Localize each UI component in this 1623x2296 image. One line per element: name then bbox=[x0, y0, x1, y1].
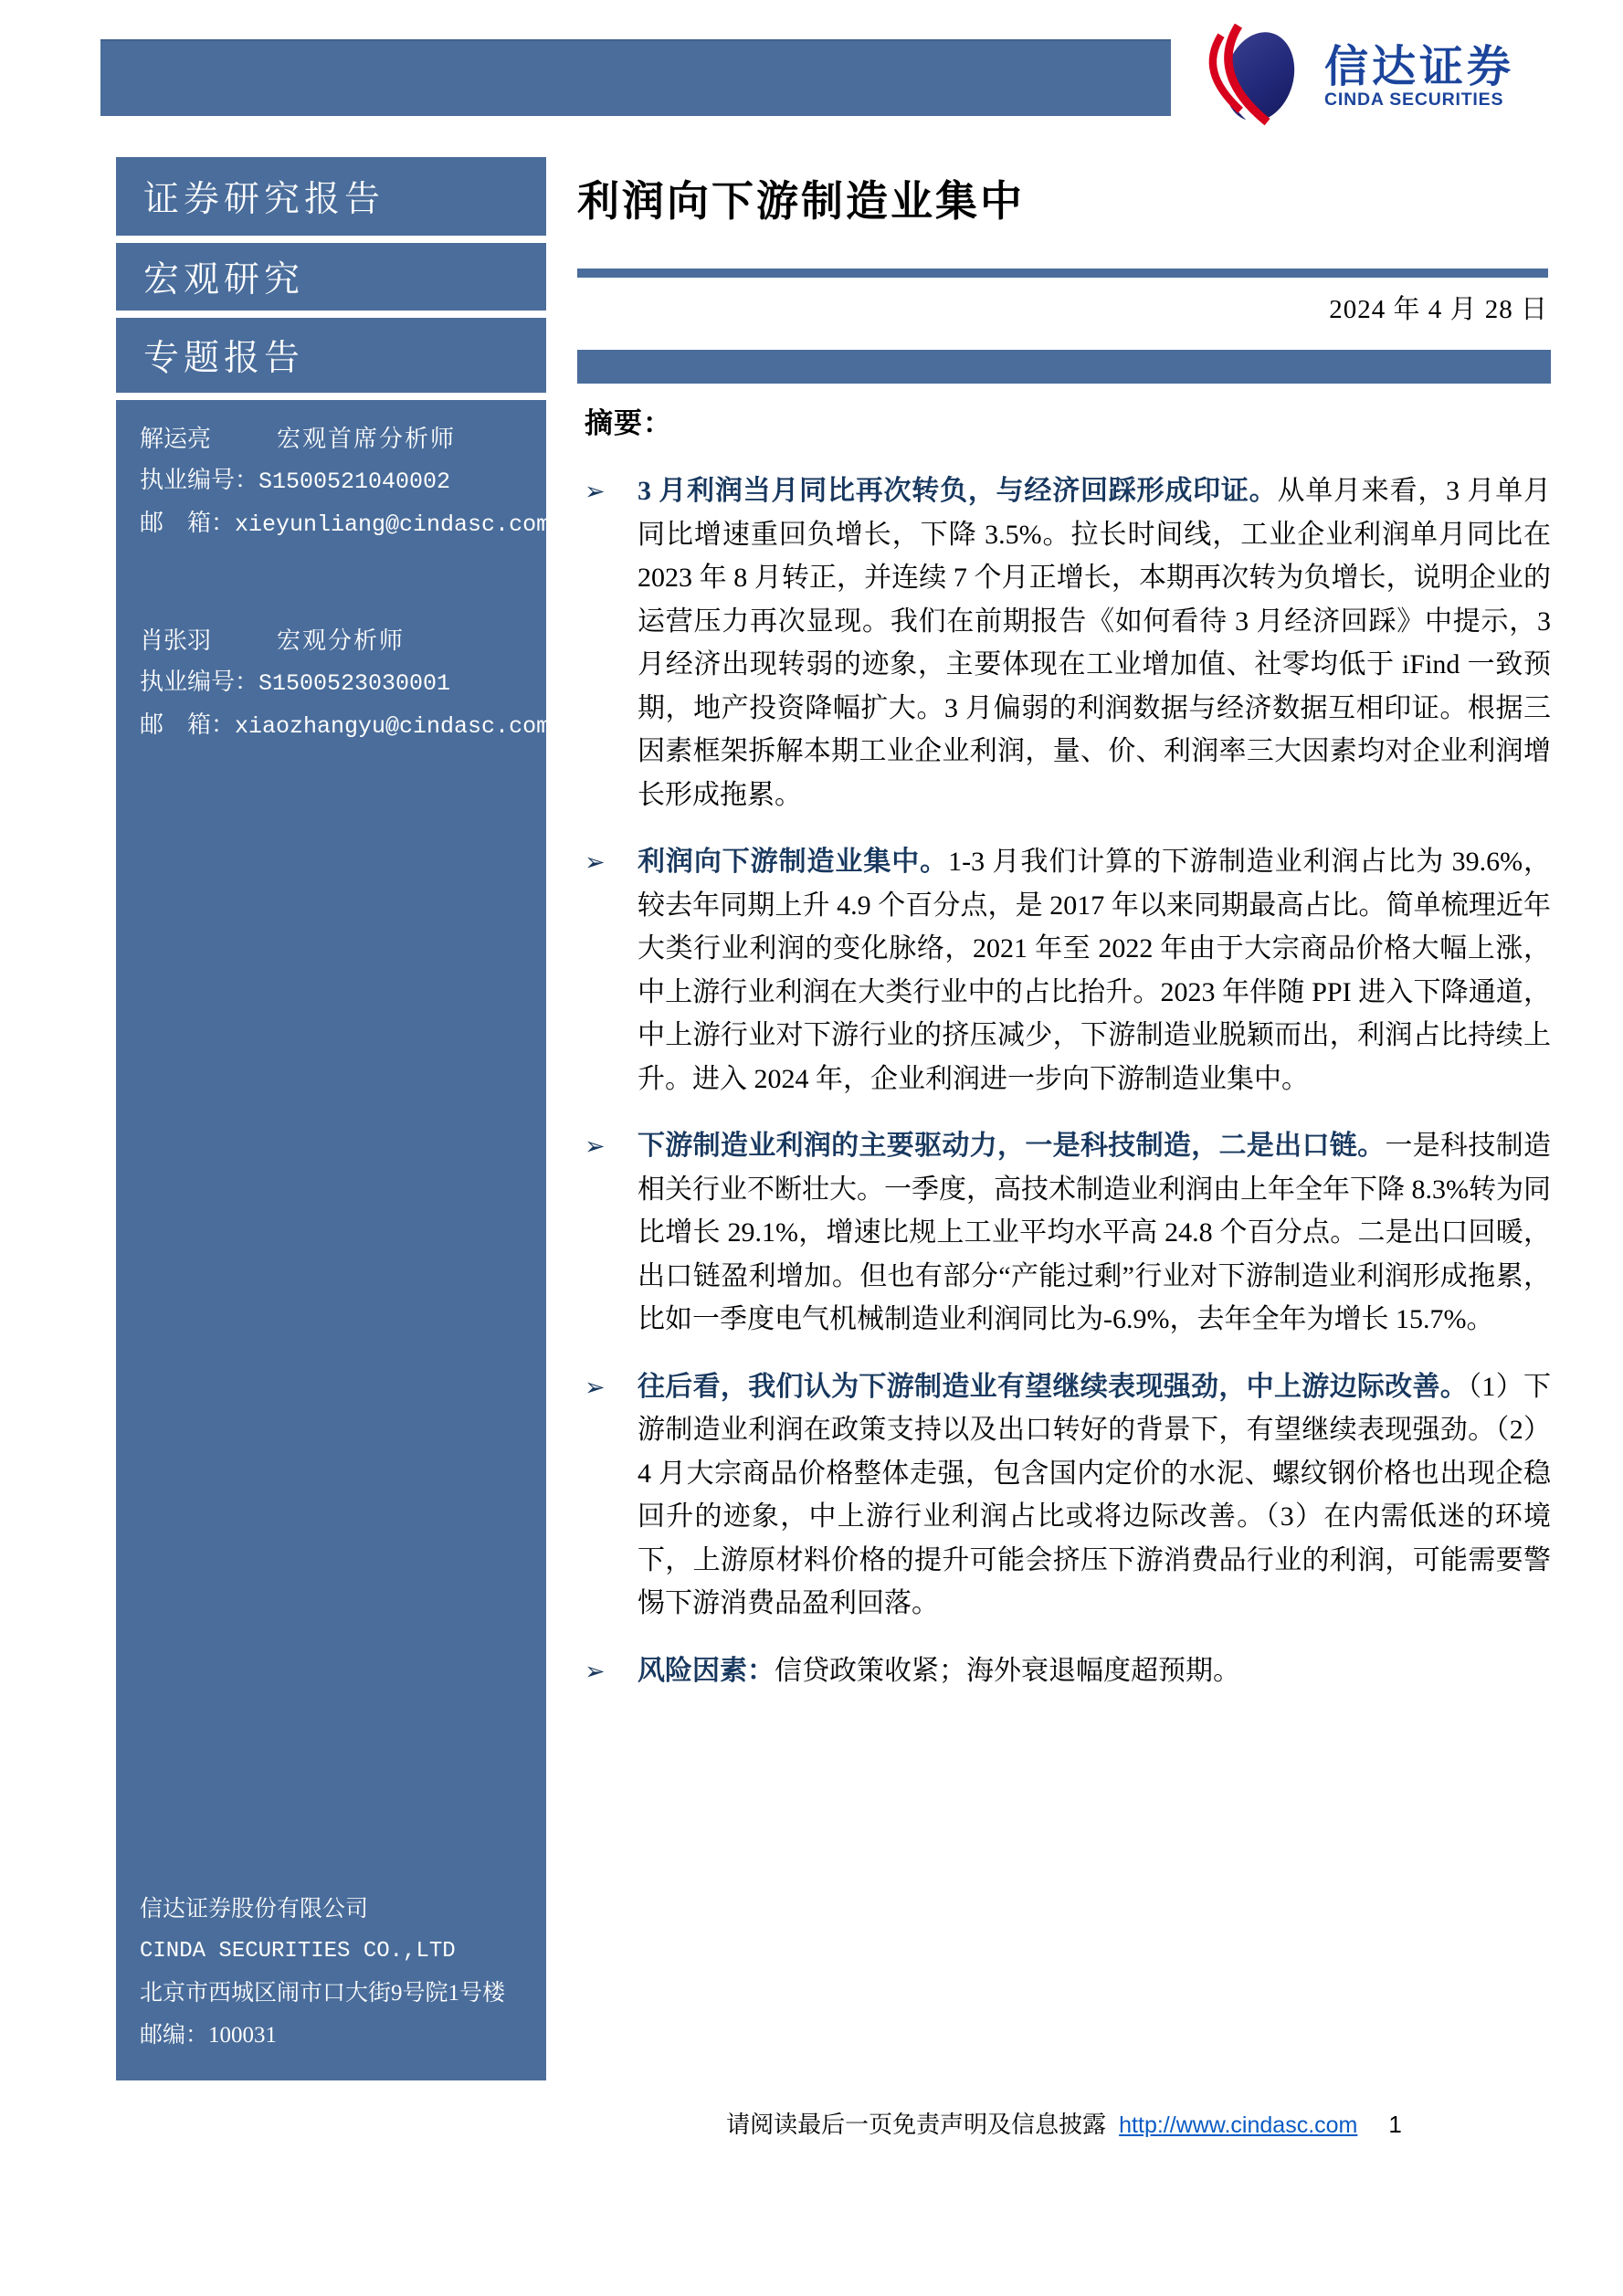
bullet-arrow-icon: ➢ bbox=[585, 848, 606, 876]
bullet-body: 一是科技制造相关行业不断壮大。一季度，高技术制造业利润由上年全年下降 8.3%转为同比增长 29.1%，增速比规上工业平均水平高 24.8 个百分点。二是出口回暖，出口链盈利增加。但也有部分“产能过剩”行业对下游制造业利润形成拖累，比如一季度电气机械制造业利润同比为-6.9%，去年全年为增长 15.7%。 bbox=[638, 1131, 1551, 1334]
page-number: 1 bbox=[1388, 2111, 1402, 2138]
bullet-item bbox=[585, 469, 1551, 816]
bullet-item bbox=[585, 840, 1551, 1101]
bullet-arrow-icon: ➢ bbox=[585, 1657, 606, 1685]
bullet-lead: 利润向下游制造业集中。 bbox=[638, 847, 949, 877]
analyst-license-line bbox=[140, 661, 532, 704]
analyst-name-role bbox=[140, 620, 532, 661]
email-value: xiaozhangyu@cindasc.com bbox=[235, 713, 551, 740]
analyst-name: 肖张羽 bbox=[140, 627, 212, 654]
bullet-item bbox=[585, 1365, 1551, 1626]
cinda-logo-icon bbox=[1204, 24, 1310, 130]
analyst-name-role bbox=[140, 418, 532, 459]
bullet-lead: 往后看，我们认为下游制造业有望继续表现强劲，中上游边际改善。 bbox=[638, 1371, 1469, 1402]
report-date: 2024 年 4 月 28 日 bbox=[1329, 295, 1548, 324]
sidebar-tag-topic-report: 专题报告 bbox=[116, 318, 546, 393]
bullet-text bbox=[638, 840, 1551, 1101]
brand-logo bbox=[1204, 24, 1514, 130]
email-label: 邮 箱： bbox=[140, 711, 236, 738]
analyst-block bbox=[140, 418, 551, 545]
bullet-text bbox=[638, 469, 1551, 816]
abstract-label: 摘要： bbox=[585, 407, 672, 439]
analyst-role: 宏观分析师 bbox=[277, 627, 406, 654]
company-address: 北京市西城区闹市口大街9号院1号楼 bbox=[140, 1981, 506, 2006]
license-label: 执业编号： bbox=[140, 669, 259, 695]
license-number: S1500521040002 bbox=[258, 469, 451, 495]
page-footer bbox=[577, 2106, 1551, 2140]
bullet-text bbox=[638, 1649, 1551, 1693]
footer-link[interactable]: http://www.cindasc.com bbox=[1119, 2112, 1358, 2138]
bullet-text bbox=[638, 1365, 1551, 1626]
logo-en-text: CINDA SECURITIES bbox=[1324, 89, 1504, 110]
analyst-block bbox=[140, 620, 551, 747]
summary-bullets bbox=[585, 469, 1551, 1693]
bullet-arrow-icon: ➢ bbox=[585, 1132, 606, 1160]
brand-logo-text bbox=[1324, 42, 1515, 110]
report-title: 利润向下游制造业集中 bbox=[577, 177, 1025, 225]
bullet-body: （1）下游制造业利润在政策支持以及出口转好的背景下，有望继续表现强劲。（2）4 月大宗商品价格整体走强，包含国内定价的水泥、螺纹钢价格也出现企稳回升的迹象，中上游行业利润占比或将边际改善。（3）在内需低迷的环境下，上游原材料价格的提升可能会挤压下游消费品行业的利润，可能需要警惕下游消费品盈利回落。 bbox=[638, 1371, 1552, 1618]
analyst-license-line bbox=[140, 459, 532, 502]
sidebar-info-panel bbox=[116, 400, 551, 2080]
analyst-email-line bbox=[140, 704, 551, 747]
analyst-name: 解运亮 bbox=[140, 426, 212, 452]
title-divider-bar bbox=[577, 269, 1548, 278]
bullet-body: 信贷政策收紧；海外衰退幅度超预期。 bbox=[775, 1655, 1240, 1686]
company-name-cn: 信达证券股份有限公司 bbox=[140, 1897, 369, 1922]
company-block bbox=[140, 1889, 532, 2057]
analyst-role: 宏观首席分析师 bbox=[277, 426, 457, 452]
company-name-en: CINDA SECURITIES CO.,LTD bbox=[140, 1939, 456, 1964]
company-postcode: 邮编：100031 bbox=[140, 2023, 278, 2048]
bullet-item bbox=[585, 1124, 1551, 1342]
section-divider-bar bbox=[577, 350, 1551, 384]
bullet-text bbox=[638, 1124, 1551, 1342]
bullet-body: 1-3 月我们计算的下游制造业利润占比为 39.6%，较去年同期上升 4.9 个百分点，是 2017 年以来同期最高占比。简单梳理近年大类行业利润的变化脉络，2021 年至 2022 年由于大宗商品价格大幅上涨，中上游行业利润在大类行业中的占比抬升。2023 年伴随 PPI 进入下降通道，中上游行业对下游行业的挤压减少，下游制造业脱颖而出，利润占比持续上升。进入 2024 年，企业利润进一步向下游制造业集中。 bbox=[638, 847, 1552, 1094]
analyst-email-line bbox=[140, 502, 551, 545]
bullet-arrow-icon: ➢ bbox=[585, 478, 606, 505]
header-bar bbox=[100, 39, 1171, 116]
license-number: S1500523030001 bbox=[258, 670, 451, 697]
spacer bbox=[140, 545, 532, 620]
sidebar-tag-research-report: 证券研究报告 bbox=[116, 157, 546, 236]
footer-disclaimer: 请阅读最后一页免责声明及信息披露 bbox=[726, 2112, 1107, 2138]
license-label: 执业编号： bbox=[140, 467, 259, 493]
bullet-lead: 下游制造业利润的主要驱动力，一是科技制造，二是出口链。 bbox=[638, 1131, 1386, 1161]
email-value: xieyunliang@cindasc.com bbox=[235, 511, 551, 538]
email-label: 邮 箱： bbox=[140, 510, 236, 536]
bullet-lead: 风险因素： bbox=[638, 1655, 775, 1686]
bullet-lead: 3 月利润当月同比再次转负，与经济回踩形成印证。 bbox=[638, 476, 1278, 506]
bullet-body: 从单月来看，3 月单月同比增速重回负增长，下降 3.5%。拉长时间线，工业企业利润单月同比在 2023 年 8 月转正，并连续 7 个月正增长，本期再次转为负增长，说明企业的运营压力再次显现。我们在前期报告《如何看待 3 月经济回踩》中提示，3 月经济出现转弱的迹象，主要体现在工业增加值、社零均低于 iFind 一致预期，地产投资降幅扩大。3 月偏弱的利润数据与经济数据互相印证。根据三因素框架拆解本期工业企业利润，量、价、利润率三大因素均对企业利润增长形成拖累。 bbox=[638, 476, 1551, 810]
sidebar-tag-macro-research: 宏观研究 bbox=[116, 243, 546, 311]
bullet-arrow-icon: ➢ bbox=[585, 1373, 606, 1401]
logo-cn-text: 信达证券 bbox=[1324, 42, 1515, 91]
bullet-item bbox=[585, 1649, 1551, 1693]
